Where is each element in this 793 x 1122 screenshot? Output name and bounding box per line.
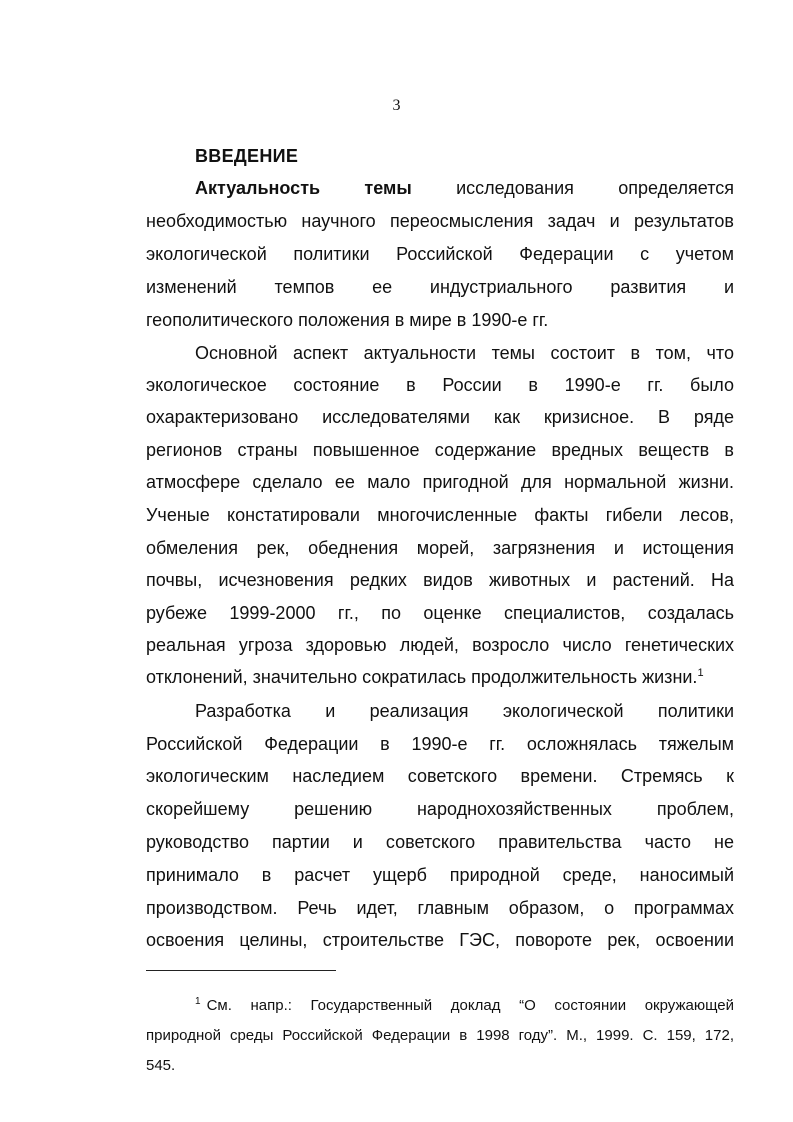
paragraph-3-line: освоения целины, строительстве ГЭС, повороте рек, освоении: [146, 930, 734, 950]
footnote-line-text: См. напр.: Государственный доклад “О состоянии окружающей: [206, 997, 734, 1014]
paragraph-3-line: Российской Федерации в 1990-е гг. осложнялась тяжелым: [146, 734, 734, 754]
paragraph-2-line: реальная угроза здоровью людей, возросло число генетических: [146, 635, 734, 655]
paragraph-1-line: экологической политики Российской Федерации с учетом: [146, 244, 734, 264]
paragraph-3-line: экологическим наследием советского времени. Стремясь к: [146, 766, 734, 786]
footnote-separator: [146, 970, 336, 971]
paragraph-2-line: регионов страны повышенное содержание вредных веществ в: [146, 440, 734, 460]
footnote-reference[interactable]: 1: [697, 667, 704, 679]
paragraph-1-line: изменений темпов ее индустриального развития и: [146, 277, 734, 297]
paragraph-2-line: атмосфере сделало ее мало пригодной для нормальной жизни.: [146, 472, 734, 492]
paragraph-3-line: скорейшему решению народнохозяйственных проблем,: [146, 799, 734, 819]
footnote-line: природной среды Российской Федерации в 1998 году”. М., 1999. С. 159, 172,: [146, 1027, 734, 1044]
paragraph-3-line: руководство партии и советского правительства часто не: [146, 832, 734, 852]
paragraph-2-line: Ученые констатировали многочисленные факты гибели лесов,: [146, 505, 734, 525]
footnote-line: 545.: [146, 1057, 176, 1074]
lead-phrase: Актуальность темы: [195, 178, 412, 198]
paragraph-3-line: производством. Речь идет, главным образом, о программах: [146, 898, 734, 918]
paragraph-2-line: охарактеризовано исследователями как кризисное. В ряде: [146, 407, 734, 427]
page-number: 3: [392, 97, 401, 114]
paragraph-1-line-text: исследования определяется: [456, 178, 734, 198]
paragraph-1-line: [195, 177, 734, 199]
paragraph-2-line-text: отклонений, значительно сократилась продолжительность жизни.: [146, 667, 698, 687]
paragraph-2-line: рубеже 1999-2000 гг., по оценке специалистов, создалась: [146, 603, 734, 623]
paragraph-2-line: Основной аспект актуальности темы состоит в том, что: [195, 343, 734, 363]
section-heading: ВВЕДЕНИЕ: [195, 146, 299, 166]
paragraph-2-line: экологическое состояние в России в 1990-е гг. было: [146, 375, 734, 395]
paragraph-1-line: геополитического положения в мире в 1990-е гг.: [146, 310, 549, 330]
paragraph-2-line: обмеления рек, обеднения морей, загрязнения и истощения: [146, 538, 734, 558]
paragraph-3-line: принимало в расчет ущерб природной среде, наносимый: [146, 865, 734, 885]
footnote-number: 1: [195, 996, 201, 1007]
paragraph-2-line: [146, 666, 734, 688]
paragraph-3-line: Разработка и реализация экологической политики: [195, 701, 734, 721]
footnote-line: [195, 997, 734, 1015]
paragraph-1-line: необходимостью научного переосмысления задач и результатов: [146, 211, 734, 231]
paragraph-2-line: почвы, исчезновения редких видов животных и растений. На: [146, 570, 734, 590]
